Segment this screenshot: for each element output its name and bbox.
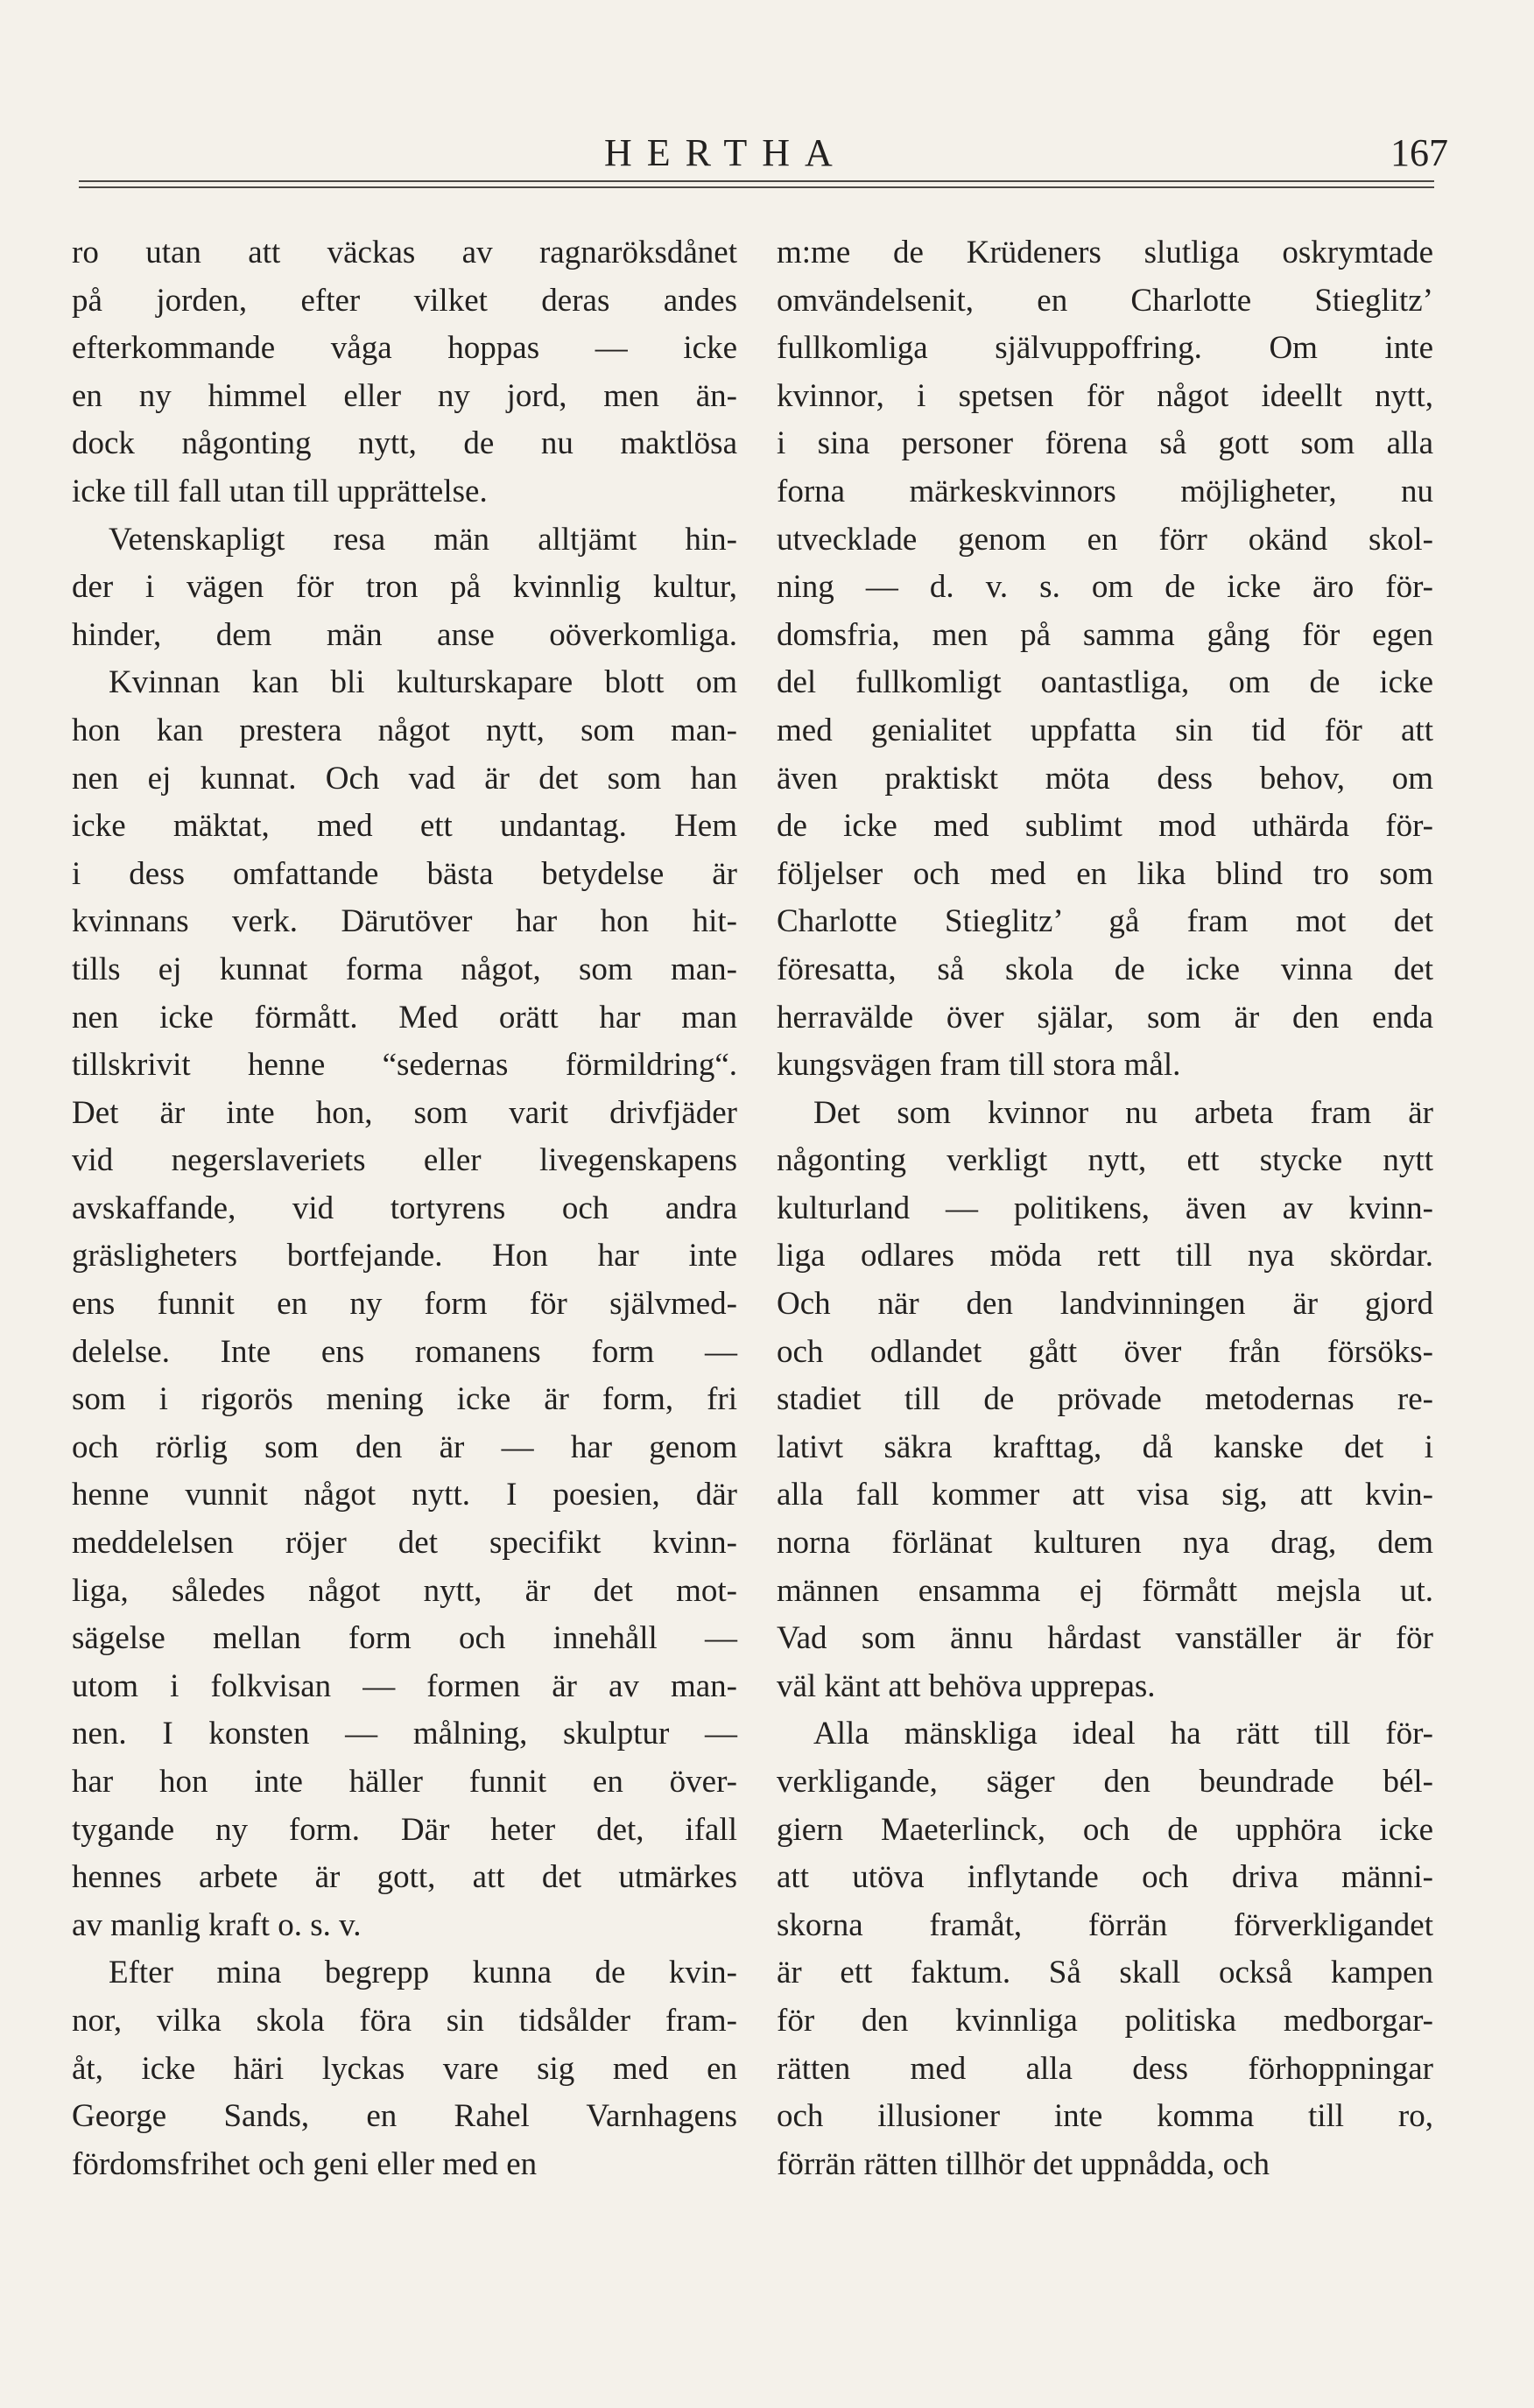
text-line: även praktiskt möta dess behov, om (777, 760, 1433, 797)
text-line: norna förlänat kulturen nya drag, dem (777, 1525, 1433, 1562)
text-line: tygande ny form. Där heter det, ifall (72, 1811, 737, 1848)
text-line: på jorden, efter vilket deras andes (72, 282, 737, 319)
header-rule-bottom (79, 186, 1434, 188)
text-line: fullkomliga självuppoffring. Om inte (777, 330, 1433, 367)
text-line: hennes arbete är gott, att det utmärkes (72, 1859, 737, 1896)
text-line: stadiet till de prövade metodernas re- (777, 1381, 1433, 1418)
text-line: följelser och med en lika blind tro som (777, 855, 1433, 892)
text-line: nen icke förmått. Med orätt har man (72, 999, 737, 1036)
text-line: som i rigorös mening icke är form, fri (72, 1381, 737, 1418)
text-line: Kvinnan kan bli kulturskapare blott om (109, 664, 737, 701)
text-line: Vad som ännu hårdast vanställer är för (777, 1620, 1433, 1657)
text-line: Charlotte Stieglitz’ gå fram mot det (777, 903, 1433, 940)
text-line: kvinnans verk. Därutöver har hon hit- (72, 903, 737, 940)
page-number: 167 (1390, 131, 1448, 174)
text-line: icke till fall utan till upprättelse. (72, 473, 488, 509)
text-line: i dess omfattande bästa betydelse är (72, 855, 737, 892)
text-line: utom i folkvisan — formen är av man- (72, 1667, 737, 1704)
text-line: att utöva inflytande och driva männi- (777, 1859, 1433, 1896)
text-line: av manlig kraft o. s. v. (72, 1906, 362, 1943)
text-line: alla fall kommer att visa sig, att kvin- (777, 1477, 1433, 1513)
text-line: Och när den landvinningen är gjord (777, 1286, 1433, 1323)
header-rule-top (79, 180, 1434, 182)
text-line: och illusioner inte komma till ro, (777, 2098, 1433, 2135)
text-line: tills ej kunnat forma något, som man- (72, 951, 737, 987)
text-line: forna märkeskvinnors möjligheter, nu (777, 473, 1433, 509)
text-line: lativt säkra krafttag, då kanske det i (777, 1429, 1433, 1465)
text-line: herravälde över själar, som är den enda (777, 999, 1433, 1036)
text-line: Det som kvinnor nu arbeta fram är (813, 1094, 1433, 1131)
text-line: har hon inte häller funnit en över- (72, 1764, 737, 1800)
text-line: skorna framåt, förrän förverkligandet (777, 1906, 1433, 1943)
text-line: sägelse mellan form och innehåll — (72, 1620, 737, 1657)
text-line: föresatta, så skola de icke vinna det (777, 951, 1433, 987)
text-line: nor, vilka skola föra sin tidsålder fram- (72, 2002, 737, 2039)
text-line: Det är inte hon, som varit drivfjäder (72, 1094, 737, 1131)
text-line: i sina personer förena så gott som alla (777, 425, 1433, 462)
text-line: ro utan att väckas av ragnaröksdånet (72, 235, 737, 270)
running-head (0, 127, 1534, 179)
text-line: ning — d. v. s. om de icke äro för- (777, 569, 1433, 606)
text-line: är ett faktum. Så skall också kampen (777, 1955, 1433, 1991)
text-line: domsfria, men på samma gång för egen (777, 616, 1433, 653)
text-line: hon kan prestera något nytt, som man- (72, 712, 737, 748)
text-line: förrän rätten tillhör det uppnådda, och (777, 2145, 1270, 2182)
text-line: väl känt att behöva upprepas. (777, 1667, 1156, 1704)
text-line: rätten med alla dess förhoppningar (777, 2050, 1433, 2087)
text-line: dock någonting nytt, de nu maktlösa (72, 425, 737, 462)
journal-title: HERTHA (604, 131, 848, 174)
text-line: liga, således något nytt, är det mot- (72, 1572, 737, 1609)
text-line: Alla mänskliga ideal ha rätt till för- (813, 1716, 1433, 1752)
text-line: meddelelsen röjer det specifikt kvinn- (72, 1525, 737, 1562)
text-line: med genialitet uppfatta sin tid för att (777, 712, 1433, 748)
text-line: utvecklade genom en förr okänd skol- (777, 521, 1433, 558)
text-line: någonting verkligt nytt, ett stycke nytt (777, 1142, 1433, 1179)
text-line: nen. I konsten — målning, skulptur — (72, 1716, 737, 1752)
text-line: delelse. Inte ens romanens form — (72, 1333, 737, 1370)
text-line: fördomsfrihet och geni eller med en (72, 2145, 538, 2182)
text-line: nen ej kunnat. Och vad är det som han (72, 760, 737, 797)
text-line: icke mäktat, med ett undantag. Hem (72, 808, 737, 845)
text-line: m:me de Krüdeners slutliga oskrymtade (777, 235, 1433, 270)
text-line: omvändelsenit, en Charlotte Stieglitz’ (777, 282, 1433, 319)
text-line: Vetenskapligt resa män alltjämt hin- (109, 521, 737, 558)
text-line: der i vägen för tron på kvinnlig kultur, (72, 569, 737, 606)
text-line: kvinnor, i spetsen för något ideellt nytt, (777, 377, 1433, 414)
text-line: männen ensamma ej förmått mejsla ut. (777, 1572, 1433, 1609)
text-line: del fullkomligt oantastliga, om de icke (777, 664, 1433, 701)
left-text-column (72, 229, 737, 2188)
text-line: henne vunnit något nytt. I poesien, där (72, 1477, 737, 1513)
text-line: och rörlig som den är — har genom (72, 1429, 737, 1465)
text-line: en ny himmel eller ny jord, men än- (72, 377, 737, 414)
text-line: Efter mina begrepp kunna de kvin- (109, 1955, 737, 1991)
text-line: för den kvinnliga politiska medborgar- (777, 2002, 1433, 2039)
text-line: giern Maeterlinck, och de upphöra icke (777, 1811, 1433, 1848)
text-line: avskaffande, vid tortyrens och andra (72, 1190, 737, 1226)
text-line: efterkommande våga hoppas — icke (72, 330, 737, 367)
text-line: liga odlares möda rett till nya skördar. (777, 1238, 1433, 1274)
text-line: kulturland — politikens, även av kvinn- (777, 1190, 1433, 1226)
text-line: George Sands, en Rahel Varnhagens (72, 2098, 737, 2135)
text-line: vid negerslaveriets eller livegenskapens (72, 1142, 737, 1179)
text-line: hinder, dem män anse oöverkomliga. (72, 616, 737, 653)
text-line: de icke med sublimt mod uthärda för- (777, 808, 1433, 845)
text-line: gräsligheters bortfejande. Hon har inte (72, 1238, 737, 1274)
text-line: ens funnit en ny form för självmed- (72, 1286, 737, 1323)
right-text-column (777, 229, 1433, 2188)
text-line: och odlandet gått över från försöks- (777, 1333, 1433, 1370)
text-line: kungsvägen fram till stora mål. (777, 1047, 1181, 1084)
text-line: tillskrivit henne “sedernas förmildring“. (72, 1047, 737, 1084)
text-line: åt, icke häri lyckas vare sig med en (72, 2050, 737, 2087)
text-line: verkligande, säger den beundrade bél- (777, 1764, 1433, 1800)
